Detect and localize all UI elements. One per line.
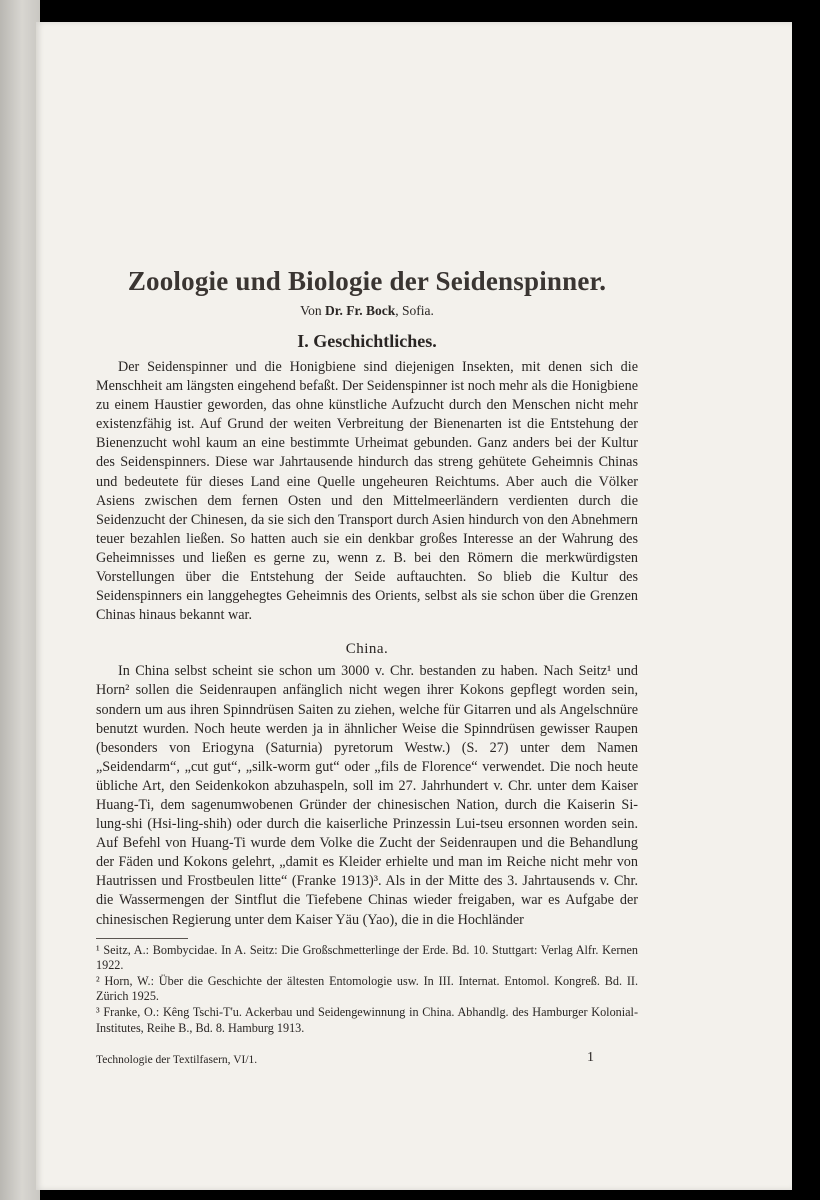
footnote-3: ³ Franke, O.: Kêng Tschi-T'u. Ackerbau und Seidengewinnung in China. Abhandlg. des Hamburger Kolonial-Institutes, Reihe B., Bd. 8. Hamburg 1913. [96,1005,638,1035]
byline [96,303,638,319]
footnote-divider [96,938,188,939]
author-place: , Sofia. [395,303,434,318]
subsection-heading-china: China. [345,641,389,658]
byline-prefix: Von [300,303,322,318]
paragraph-intro: Der Seidenspinner und die Honigbiene sind diejenigen Insekten, mit denen sich die Menschheit am längsten eingehend befaßt. Der Seidenspinner ist noch mehr als die Honigbiene zu einem Haustier geworden, das ohne künstliche Aufzucht durch den Menschen nicht mehr existenzfähig ist. Auf Grund der weiten Verbreitung der Bienenarten ist die Entstehung der Bienenzucht wohl kaum an eine bestimmte Urheimat gebunden. Ganz anders bei der Kultur des Seidenspinners. Diese war Jahrtausende hindurch das streng gehütete Geheimnis Chinas und bedeutete für dieses Land eine Quelle ungeheuren Reichtums. Aber auch die Völker Asiens zwischen dem fernen Osten und den Mittelmeerländern verdienten durch die Seidenzucht der Chinesen, da sie sich den Transport durch Asien hindurch von den Abnehmern teuer bezahlen ließen. So hatten auch sie ein denkbar großes Interesse an der Wahrung des Geheimnisses und ließen es gerne zu, wenn z. B. bei den Römern die merkwürdigsten Vorstellungen über die Entstehung der Seide auftauchten. So blieb die Kultur des Seidenspinners ein langgehegtes Geheimnis des Orients, selbst als sie schon über die Grenzen Chinas hinaus bekannt war. [96,359,638,624]
page-number: 1 [587,1050,594,1065]
paragraph-china: In China selbst scheint sie schon um 3000 v. Chr. bestanden zu haben. Nach Seitz¹ und Horn² sollen die Seidenraupen anfänglich nicht wegen ihrer Kokons gepflegt worden sein, sondern um aus ihren Spinndrüsen Saiten zu ziehen, welche für Gitarren und als Angelschnüre benutzt wurden. Noch heute werden ja in ähnlicher Weise die Spinndrüsen gewisser Raupen (besonders von Eriogyna (Saturnia) pyretorum Westw.) (S. 27) unter dem Namen „Seidendarm“, „cut gut“, „silk-worm gut“ oder „fils de Florence“ verwendet. Die noch heute übliche Art, den Seidenkokon abzuhaspeln, soll im 27. Jahrhundert v. Chr. unter dem Kaiser Huang-Ti, dem sagenumwobenen Gründer der chinesischen Nation, durch die Kaiserin Si-lung-shi (Hsi-ling-shih) oder durch die kaiserliche Prinzessin Lui-tseu ersonnen worden sein. Auf Befehl von Huang-Ti wurde dem Volke die Zucht der Seidenraupen und die Behandlung der Fäden und Kokons gelehrt, „damit es Kleider erhielte und man im Reiche nicht mehr von Hautrissen und Frostbeulen litte“ (Franke 1913)³. Als in der Mitte des 3. Jahrtausends v. Chr. die Wassermengen der Sintflut die Tiefebene Chinas wieder freigaben, war es Aufgabe der chinesischen Regierung unter dem Kaiser Yäu (Yao), die in die Hochländer [96,663,638,928]
footnote-2: ² Horn, W.: Über die Geschichte der ältesten Entomologie usw. In III. Internat. Entomol. Kongreß. Bd. II. Zürich 1925. [96,973,638,1004]
page-content [96,266,638,1036]
section-heading: I. Geschichtliches. [297,331,437,351]
footer-series-title: Technologie der Textilfasern, VI/1. [96,1054,258,1066]
book-spine-edge [0,0,40,1200]
page-footer [96,1050,638,1066]
document-title: Zoologie und Biologie der Seidenspinner. [127,266,607,296]
footnote-1: ¹ Seitz, A.: Bombycidae. In A. Seitz: Die Großschmetterlinge der Erde. Bd. 10. Stuttgart: Verlag Alfr. Kernen 1922. [96,942,638,973]
author-name: Dr. Fr. Bock [325,303,396,318]
